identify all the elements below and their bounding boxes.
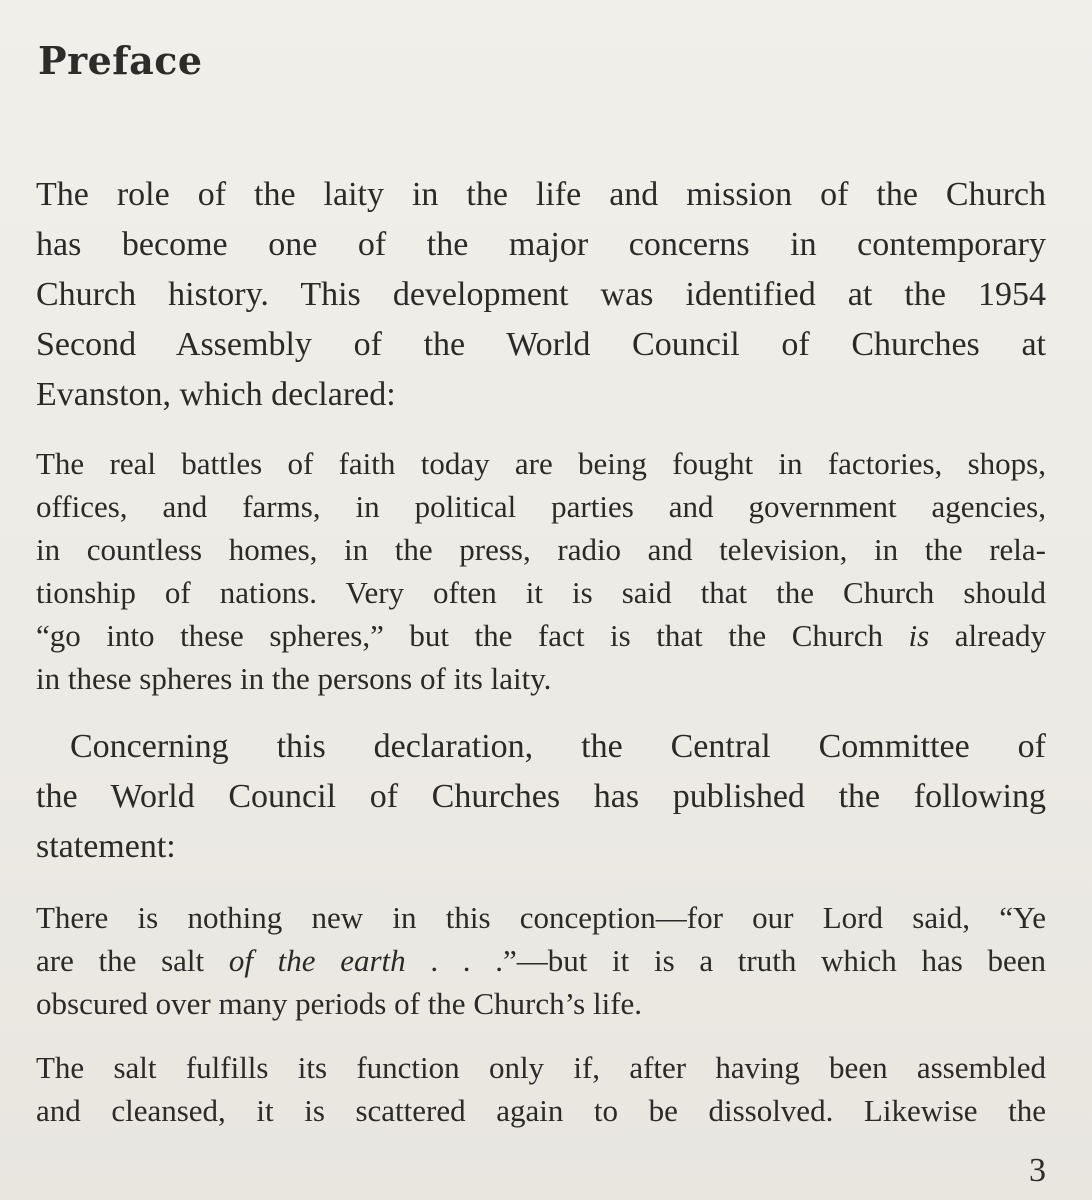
committee-paragraph bbox=[36, 722, 1046, 872]
intro-paragraph bbox=[36, 170, 1046, 420]
text-line: The real battles of faith today are being fought in factories, shops, bbox=[36, 446, 1046, 481]
text-segment: are the salt bbox=[36, 943, 229, 978]
text-line: and cleansed, it is scattered again to be dissolved. Likewise the bbox=[36, 1093, 1046, 1128]
text-line: Evanston, which declared: bbox=[36, 376, 396, 413]
evanston-quote bbox=[36, 442, 1046, 700]
text-segment: . . .”—but it is a truth which has been bbox=[405, 943, 1047, 978]
page-number: 3 bbox=[1029, 1152, 1046, 1189]
text-line: offices, and farms, in political parties and government agencies, bbox=[36, 489, 1046, 524]
text-segment: already bbox=[929, 618, 1046, 653]
text-line: The role of the laity in the life and mission of the Church bbox=[36, 176, 1046, 213]
text-line: tionship of nations. Very often it is said that the Church should bbox=[36, 575, 1046, 610]
text-line: obscured over many periods of the Church’s life. bbox=[36, 986, 643, 1021]
text-line: There is nothing new in this conception—for our Lord said, “Ye bbox=[36, 900, 1046, 935]
salt-quote bbox=[36, 896, 1046, 1025]
text-line: The salt fulfills its function only if, after having been assembled bbox=[36, 1050, 1046, 1085]
text-line: Second Assembly of the World Council of Churches at bbox=[36, 326, 1046, 363]
text-line: the World Council of Churches has published the following bbox=[36, 778, 1046, 815]
text-segment: “go into these spheres,” but the fact is that the Church bbox=[36, 618, 909, 653]
text-line: in these spheres in the persons of its laity. bbox=[36, 661, 552, 696]
salt-function-quote bbox=[36, 1046, 1046, 1132]
text-line: Concerning this declaration, the Central Committee of bbox=[70, 728, 1046, 765]
italic-word: is bbox=[908, 618, 930, 653]
text-line: has become one of the major concerns in contemporary bbox=[36, 226, 1046, 263]
text-line: statement: bbox=[36, 828, 176, 865]
text-line bbox=[36, 939, 1046, 982]
page-heading: Preface bbox=[38, 38, 203, 83]
text-line: in countless homes, in the press, radio and television, in the rela- bbox=[36, 532, 1046, 567]
italic-phrase: of the earth bbox=[228, 943, 406, 978]
text-line bbox=[36, 614, 1046, 657]
text-line: Church history. This development was identified at the 1954 bbox=[36, 276, 1046, 313]
